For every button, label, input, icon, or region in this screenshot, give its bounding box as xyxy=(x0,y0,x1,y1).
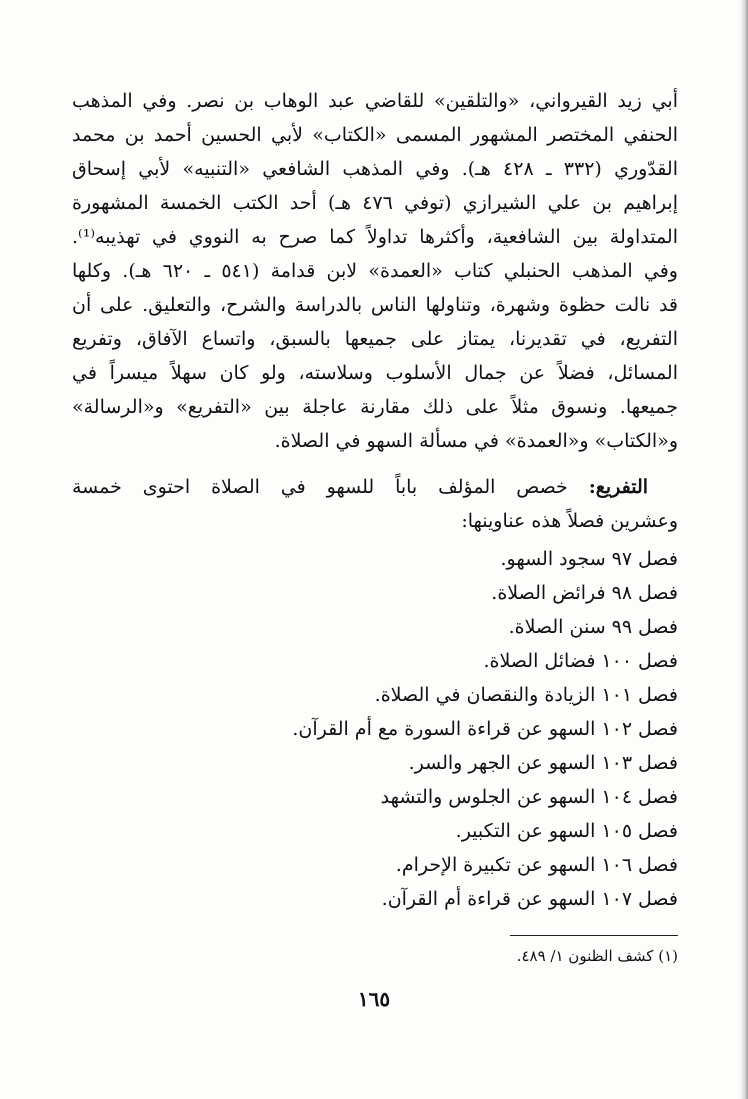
footnote: (١) كشف الظنون ١/ ٤٨٩. xyxy=(516,947,678,965)
text-line: جميعها. ونسوق مثلاً على ذلك مقارنة عاجلة بين «التفريع» و«الرسالة» xyxy=(72,396,678,418)
chapter-number: ١٠٠ xyxy=(601,650,633,672)
section-lead: التفريع: xyxy=(588,476,649,498)
text-line: قد نالت حظوة وشهرة، وتناولها الناس بالدراسة والشرح، والتعليق. على أن xyxy=(72,294,678,316)
chapter-label: فصل xyxy=(638,888,678,910)
chapter-number: ١٠٥ xyxy=(601,820,633,842)
chapter-title: سجود السهو. xyxy=(500,548,606,570)
chapter-item xyxy=(72,610,678,644)
chapter-label: فصل xyxy=(638,616,678,638)
chapter-label: فصل xyxy=(638,820,678,842)
chapter-item xyxy=(72,542,678,576)
text-line: إبراهيم بن علي الشيرازي (توفي ٤٧٦ هـ) أحد الكتب الخمسة المشهورة xyxy=(72,192,678,214)
page-edge-shadow xyxy=(738,0,748,1099)
chapter-item xyxy=(72,678,678,712)
text-line: الحنفي المختصر المشهور المسمى «الكتاب» لأبي الحسين أحمد بن محمد xyxy=(72,124,678,146)
chapter-title: الزيادة والنقصان في الصلاة. xyxy=(374,684,596,706)
chapter-item xyxy=(72,848,678,882)
chapter-label: فصل xyxy=(638,786,678,808)
chapter-item xyxy=(72,814,678,848)
chapter-label: فصل xyxy=(638,718,678,740)
text-line: أبي زيد القيرواني، «والتلقين» للقاضي عبد الوهاب بن نصر. وفي المذهب xyxy=(72,90,678,112)
chapter-title: فرائض الصلاة. xyxy=(491,582,606,604)
chapter-title: السهو عن قراءة أم القرآن. xyxy=(381,888,596,910)
chapter-title: السهو عن تكبيرة الإحرام. xyxy=(395,854,596,876)
chapter-number: ١٠٢ xyxy=(601,718,633,740)
chapter-number: ١٠١ xyxy=(601,684,633,706)
page-number: ١٦٥ xyxy=(357,987,391,1011)
chapter-item xyxy=(72,780,678,814)
chapter-number: ٩٧ xyxy=(611,548,633,570)
section-lead-text: خصص المؤلف باباً للسهو في الصلاة احتوى خمسة xyxy=(72,476,568,498)
chapter-number: ٩٨ xyxy=(611,582,633,604)
text-line xyxy=(72,470,678,504)
chapter-label: فصل xyxy=(638,548,678,570)
main-text xyxy=(72,84,678,916)
chapter-label: فصل xyxy=(638,684,678,706)
chapter-number: ١٠٧ xyxy=(601,888,633,910)
chapter-item xyxy=(72,644,678,678)
chapter-item xyxy=(72,746,678,780)
chapter-item xyxy=(72,576,678,610)
text-line: القدّوري (٣٣٢ ـ ٤٢٨ هـ). وفي المذهب الشافعي «التنبيه» لأبي إسحاق xyxy=(72,158,678,180)
chapter-number: ٩٩ xyxy=(611,616,633,638)
chapter-label: فصل xyxy=(638,650,678,672)
text-line: المسائل، فضلاً عن جمال الأسلوب وسلاسته، ولو كان سهلاً ميسراً في xyxy=(72,362,678,384)
chapter-title: سنن الصلاة. xyxy=(508,616,606,638)
chapter-label: فصل xyxy=(638,752,678,774)
chapter-title: فضائل الصلاة. xyxy=(483,650,596,672)
text-line: وفي المذهب الحنبلي كتاب «العمدة» لابن قدامة (٥٤١ ـ ٦٢٠ هـ). وكلها xyxy=(72,260,678,282)
chapter-item xyxy=(72,882,678,916)
paragraph-gap xyxy=(72,458,678,470)
chapter-label: فصل xyxy=(638,582,678,604)
chapter-item xyxy=(72,712,678,746)
paragraph-tafri xyxy=(72,470,678,538)
text-line: و«الكتاب» و«العمدة» في مسألة السهو في الصلاة. xyxy=(274,430,678,452)
text-line: التفريع، في تقديرنا، يمتاز على جميعها بالسبق، واتساع الآفاق، وتفريع xyxy=(72,328,678,350)
chapter-number: ١٠٣ xyxy=(601,752,633,774)
chapter-number: ١٠٦ xyxy=(601,854,633,876)
chapter-title: السهو عن الجلوس والتشهد xyxy=(380,786,596,808)
footnote-divider xyxy=(510,935,678,936)
chapter-list xyxy=(72,542,678,916)
chapter-label: فصل xyxy=(638,854,678,876)
chapter-number: ١٠٤ xyxy=(601,786,633,808)
chapter-title: السهو عن التكبير. xyxy=(455,820,596,842)
paragraph-intro xyxy=(72,84,678,458)
chapter-title: السهو عن الجهر والسر. xyxy=(408,752,596,774)
text-line: وعشرين فصلاً هذه عناوينها: xyxy=(461,510,678,532)
chapter-title: السهو عن قراءة السورة مع أم القرآن. xyxy=(292,718,596,740)
text-line: المتداولة بين الشافعية، وأكثرها تداولاً كما صرح به النووي في تهذيبه⁽¹⁾. xyxy=(72,226,678,248)
